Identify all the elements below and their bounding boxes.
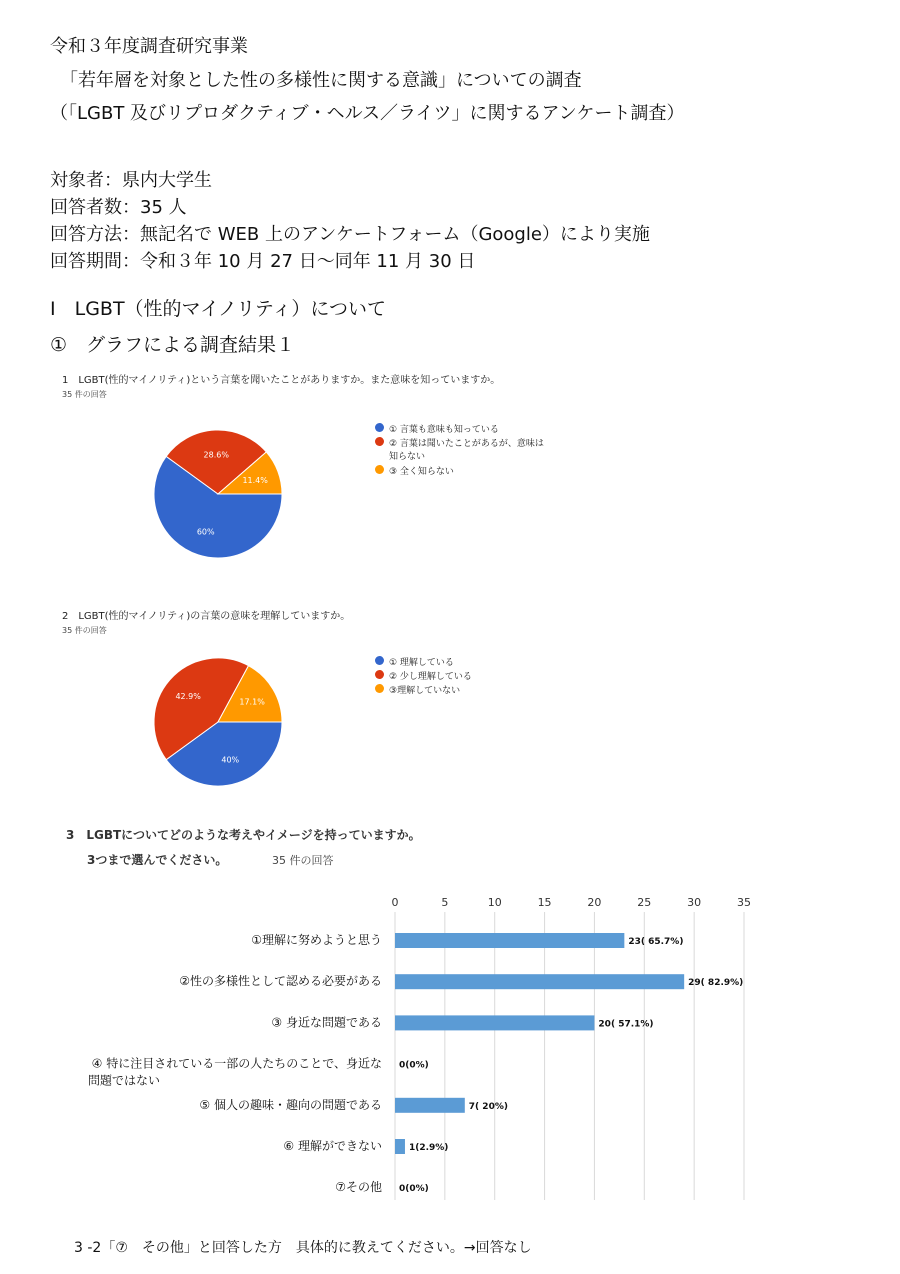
other-answer-note: 3 -2「⑦ その他」と回答した方 具体的に教えてください。→回答なし: [74, 1240, 532, 1256]
chart1-pie: [140, 410, 300, 580]
pie-slice-label-2: 42.9%: [175, 691, 201, 701]
legend-label: ① 言葉も意味も知っている: [389, 425, 499, 435]
x-tick-label: 5: [441, 896, 449, 909]
bar: [395, 1015, 594, 1030]
legend-item-2: [375, 436, 544, 462]
bar-value-label: 29( 82.9%): [688, 978, 744, 989]
bar-value-label: 23( 65.7%): [628, 937, 684, 947]
category-label: ②性の多様性として認める必要がある: [179, 974, 382, 989]
bar: [395, 933, 624, 948]
legend-label: ③ 全く知らない: [389, 467, 454, 477]
legend-item-3: [375, 683, 460, 696]
legend-dot: [375, 656, 384, 665]
legend-item-3: [375, 464, 454, 477]
x-tick-label: 25: [637, 896, 652, 909]
respondents-line: 回答者数：35 人: [50, 197, 187, 218]
legend-label: ② 少し理解している: [389, 672, 472, 682]
pie-slice-label-2: 28.6%: [203, 450, 229, 460]
pie-slice-label-3: 17.1%: [239, 697, 265, 707]
x-tick-label: 35: [737, 896, 751, 909]
pie-slice-label-3: 11.4%: [242, 476, 268, 486]
period-line: 回答期間：令和３年 10 月 27 日〜同年 11 月 30 日: [50, 251, 476, 272]
x-tick-label: 15: [537, 896, 552, 909]
method-line: 回答方法：無記名で WEB 上のアンケートフォーム（Google）により実施: [50, 224, 650, 245]
legend-dot: [375, 465, 384, 474]
legend-dot: [375, 437, 384, 446]
category-label: 問題ではない: [88, 1073, 161, 1088]
category-label: ④ 特に注目されている一部の人たちのことで、身近な: [91, 1056, 382, 1071]
bar: [395, 1139, 405, 1154]
x-tick-label: 30: [687, 896, 702, 909]
legend-item-1: [375, 422, 499, 435]
section-heading: Ⅰ LGBT（性的マイノリティ）について: [50, 298, 386, 320]
bar-value-label: 1(2.9%): [408, 1143, 449, 1153]
pie-slice-label-1: 60%: [196, 527, 215, 537]
category-label: ③ 身近な問題である: [271, 1015, 382, 1030]
survey-subtitle: （「LGBT 及びリプロダクティブ・ヘルス／ライツ」に関するアンケート調査）: [50, 103, 685, 124]
bar-value-label: 20( 57.1%): [598, 1019, 654, 1030]
chart3-title-line1: 3 LGBTについてどのような考えやイメージを持っていますか。: [66, 828, 421, 842]
chart2-pie: [140, 645, 300, 805]
chart1-subtitle: 35 件の回答: [62, 390, 107, 399]
chart3-bar: [0, 890, 900, 1210]
chart3-title-line2: 3つまで選んでください。: [87, 853, 228, 867]
x-tick-label: 20: [587, 896, 602, 909]
chart1-legend: [375, 422, 555, 482]
legend-dot: [375, 423, 384, 432]
category-label: ⑦その他: [335, 1180, 382, 1195]
category-label: ①理解に努めようと思う: [251, 933, 382, 947]
chart2-subtitle: 35 件の回答: [62, 626, 107, 635]
legend-item-2: [375, 669, 472, 682]
chart1-title: 1 LGBT(性的マイノリティ)という言葉を聞いたことがありますか。また意味を知っていますか。: [62, 375, 501, 386]
legend-item-1: [375, 655, 454, 668]
chart2-title: 2 LGBT(性的マイノリティ)の言葉の意味を理解していますか。: [62, 611, 351, 622]
chart2-legend: [375, 655, 555, 705]
legend-label: ③理解していない: [389, 686, 461, 696]
bar: [395, 1098, 465, 1113]
legend-label: ② 言葉は聞いたことがあるが、意味は 知らない: [389, 439, 544, 462]
category-label: ⑤ 個人の趣味・趣向の問題である: [199, 1097, 382, 1112]
x-tick-label: 10: [487, 896, 502, 909]
x-tick-label: 0: [391, 896, 399, 909]
bar-value-label: 0(0%): [399, 1060, 429, 1071]
bar: [395, 974, 684, 989]
category-label: ⑥ 理解ができない: [283, 1139, 382, 1153]
target-line: 対象者：県内大学生: [50, 170, 212, 191]
bar-value-label: 0(0%): [399, 1184, 429, 1195]
legend-label: ① 理解している: [389, 658, 454, 668]
bar-value-label: 7( 20%): [468, 1101, 508, 1112]
survey-project-title: 令和３年度調査研究事業: [50, 36, 248, 57]
pie-slice-label-1: 40%: [221, 755, 240, 765]
legend-dot: [375, 670, 384, 679]
legend-dot: [375, 684, 384, 693]
chart3-subtitle: 35 件の回答: [272, 854, 334, 867]
survey-title: 「若年層を対象とした性の多様性に関する意識」についての調査: [60, 70, 582, 91]
section-subheading: ① グラフによる調査結果１: [50, 334, 296, 356]
